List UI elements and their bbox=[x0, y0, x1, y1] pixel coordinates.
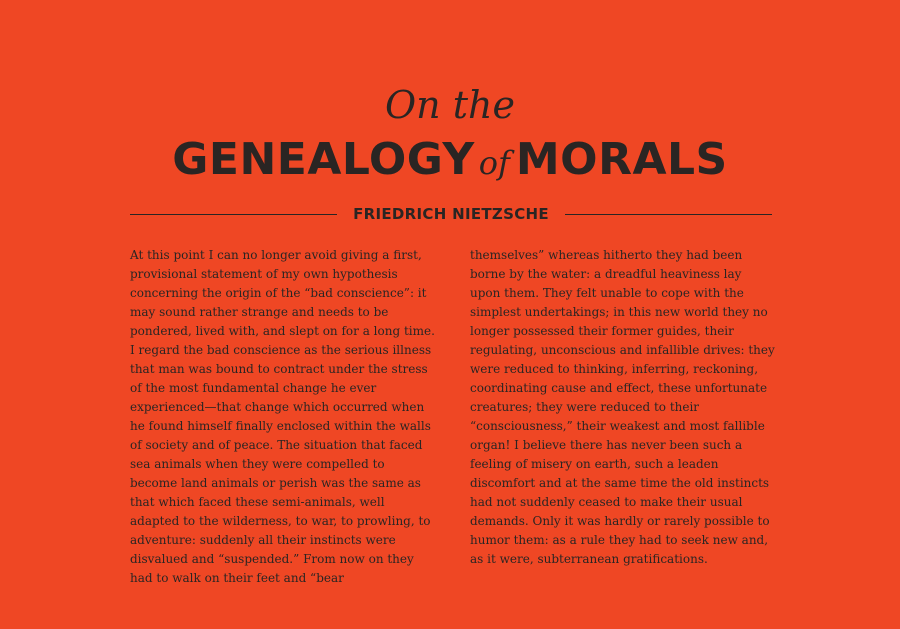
title-genealogy: GENEALOGY bbox=[172, 134, 475, 185]
right-divider bbox=[565, 214, 772, 215]
text-column-right: themselves” whereas hitherto they had been borne by the water: a dreadful heaviness lay upon them. They felt unable to cope with the simplest undertakings; in this new world they no longer possessed their former guides, their regulating, unconscious and infallible drives: they were reduced to thinking, inferring, reckoning, coordinating cause and effect, these unfortunate creatures; they were reduced to their “consciousness,” their weakest and most fallible organ! I believe there has never been such a feeling of misery on earth, such a leaden discomfort and at the same time the old instincts had not suddenly ceased to make their usual demands. Only it was hardly or rarely possible to humor them: as a rule they had to seek new and, as it were, subterranean gratifications. bbox=[470, 248, 775, 566]
text-column-left: At this point I can no longer avoid giving a first, provisional statement of my own hypothesis concerning the origin of the “bad conscience”: it may sound rather strange and needs to be pondered, lived with, and slept on for a long time. I regard the bad conscience as the serious illness that man was bound to contract under the stress of the most fundamental change he ever experienced—that change which occurred when he found himself finally enclosed within the walls of society and of peace. The situation that faced sea animals when they were compelled to become land animals or perish was the same as that which faced these semi-animals, well adapted to the wilderness, to war, to prowling, to adventure: suddenly all their instincts were disvalued and “suspended.” From now on they had to walk on their feet and “bear bbox=[130, 248, 435, 585]
author-row bbox=[130, 202, 772, 226]
title-line-main bbox=[0, 130, 900, 200]
title-morals: MORALS bbox=[515, 134, 728, 185]
author-name: FRIEDRICH NIETZSCHE bbox=[353, 205, 549, 223]
title-line-on-the: On the bbox=[385, 83, 515, 127]
left-divider bbox=[130, 214, 337, 215]
title-of: of bbox=[478, 144, 510, 182]
